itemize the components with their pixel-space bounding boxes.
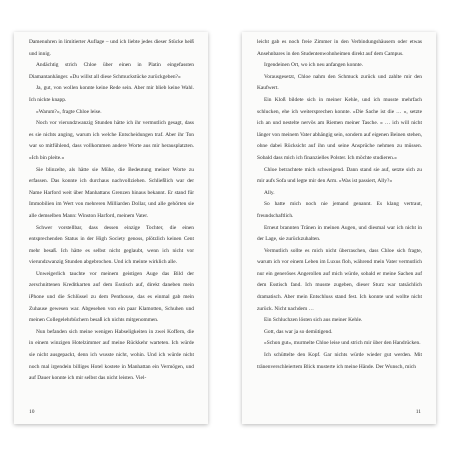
paragraph: Irgendeinen Ort, wo ich neu anfangen konnte.	[264, 62, 363, 69]
paragraph: Ein Schluchzen lösten sich aus meiner Kehle.	[264, 317, 363, 324]
paragraph: So hatte mich noch nie jemand genannt. Es klang vertraut, freundschaftlich.	[257, 201, 422, 219]
right-page-text	[257, 37, 422, 373]
right-page-number: 11	[415, 409, 421, 415]
paragraph: Vermutlich sollte es mich nicht überraschen, dass Chloe sich fragte, warum ich vor einem Leben im Luxus floh, während mein Vater vermutlich nur ein generöses Angerollen auf mich würde, sobald er meine Sachen auf dem Esstisch fand. Ich musste zugeben, dieser Sturz war tatsächlich dramatisch. Aber mein Entschluss stand fest. Ich konnte und wollte nicht zurück. Nicht nachdem …	[257, 247, 422, 312]
paragraph: Ich schüttelte den Kopf. Gar nichts würde wieder gut werden. Mit tränenverschleiertem Blick musterte ich meine Hände. Der Wunsch, mich	[257, 352, 422, 370]
paragraph: Ein Kloß bildete sich in meiner Kehle, und ich musste mehrfach schlucken, ehe ich weitersprechen konnte. »Die Sache ist die … «, setzte ich an und nestelte nervös am Riemen meiner Tasche. » … ich will nicht länger von meinem Vater abhängig sein, sondern auf eigenen Beinen stehen, ohne dabei Rücksicht auf ihn und seine Ansprüche nehmen zu müssen. Sobald dass mich ich finanzielles Polster. Ich möchte studieren.«	[257, 96, 422, 161]
left-page-number: 10	[29, 409, 35, 415]
right-page	[242, 32, 436, 424]
paragraph: Ally.	[264, 189, 275, 196]
paragraph: Nun befanden sich meine wenigen Habseligkeiten in zwei Koffern, die in einem winzigen Hotelzimmer auf meine Rückkehr warteten. Ich würde sie nicht ausgepackt, denn ich wusste nicht, wohin. Und ich würde nicht noch mal irgendein billiges Hotel kostete in Manhattan ein Vermögen, und auf Dauer konnte ich mir selbst das nicht leisten. Viel-	[29, 328, 194, 382]
paragraph: Damenuhren in limitierter Auflage – und ich liebte jedes dieser Stücke heiß und innig.	[29, 39, 194, 57]
paragraph: leicht gab es noch freie Zimmer in den Verbindungshäusern oder etwas Ansehnbares in den Studentenwohnheimen direkt auf dem Campus.	[257, 39, 422, 57]
paragraph: Chloe betrachtete mich schweigend. Dann stand sie auf, setzte sich zu mir aufs Sofa und legte mir den Arm. »Was ist passiert, Ally?«	[257, 166, 422, 185]
left-page	[14, 32, 208, 424]
paragraph: »Warum?«, fragte Chloe leise.	[36, 108, 102, 115]
paragraph: Noch vor vierundzwanzig Stunden hätte ich ihr vermutlich gesagt, dass es sie nichts anging, warum ich welche Entscheidungen traf. Aber ihr Ton war so mitfühlend, dass vollkommen andere Worte aus mir herausplatzten. »Ich bin pleite.«	[29, 120, 194, 161]
paragraph: Erneut brannten Tränen in meinen Augen, und diesmal war ich nicht in der Lage, sie zurückzuhalten.	[257, 224, 422, 243]
paragraph: Ja, gut, von wollen konnte keine Rede sein. Aber mir blieb keine Wahl. Ich nickte knapp.	[29, 85, 194, 103]
left-page-text	[29, 37, 194, 385]
paragraph: Gott, das war ja so demütigend.	[264, 328, 333, 335]
paragraph: Sie blinzelte, als hätte sie Mühe, die Bedeutung meiner Worte zu erfassen. Das konnte ich durchaus nachvollziehen. Schließlich war der Name Harford weit über Manhattans Grenzen hinaus bekannt. Er stand für Immobilien im Wert von mehreren Milliarden Dollar, und alle gehörten sie alle demselben Mann: Winston Harford, meinem Vater.	[29, 166, 194, 219]
paragraph: Unweigerlich tauchte vor meinem geistigen Auge das Bild der zerschnittenen Kreditkarten auf dem Esstisch auf, direkt daneben mein iPhone und die Schlüssel zu dem Penthouse, das es einmal gab mein Zuhause gewesen war. Abgesehen von ein paar Klamotten, Schuhen und meinen Collegelehrbüchern besaß ich nichts mitgenommen.	[29, 270, 194, 324]
paragraph: Andächtig strich Chloe über einen in Platin eingefassten Diamantanhänger. »Du willst all diese Schmuckstücke zurückgeben?«	[29, 62, 194, 80]
paragraph: »Schon gut«, murmelte Chloe leise und strich mir über den Handrücken.	[264, 340, 421, 347]
paragraph: Vorausgesetzt, Chloe nahm den Schmuck zurück und zahlte mir den Kaufwert.	[257, 73, 422, 92]
paragraph: Schwer vorstellbar, dass dessen einzige Tochter, die einen entsprechenden Status in der High Society genoss, plötzlich keinen Cent mehr besaß. Ich hätte es selbst nicht geglaubt, wenn ich nicht vor vierundzwanzig Stunden abgebrochen. Und ich meinte wirklich alle.	[29, 224, 194, 266]
